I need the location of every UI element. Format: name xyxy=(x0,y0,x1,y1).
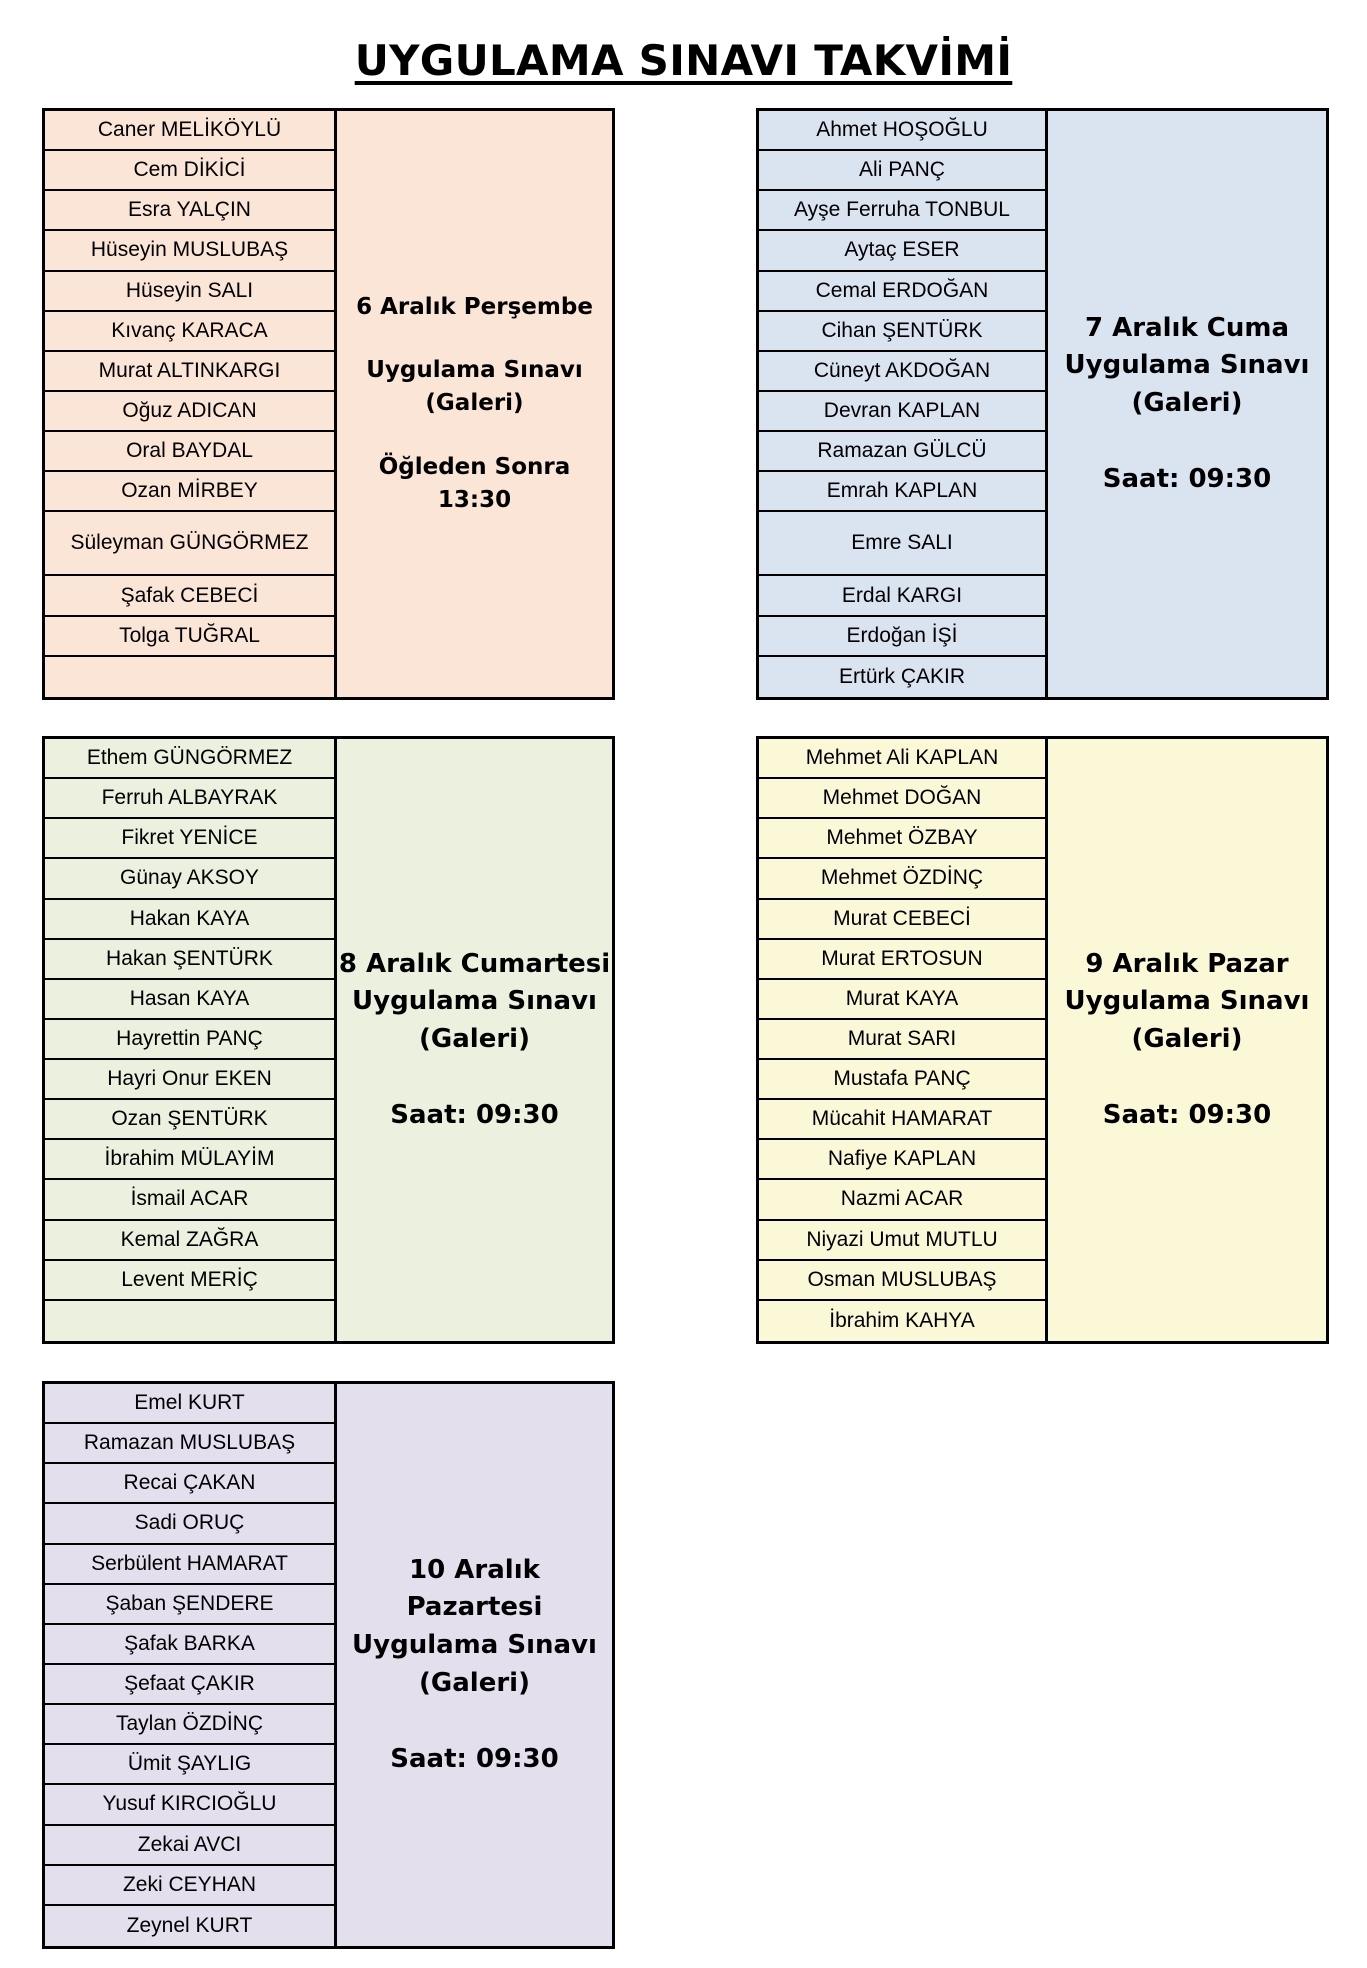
name-cell: Caner MELİKÖYLÜ xyxy=(45,111,334,151)
name-cell: Osman MUSLUBAŞ xyxy=(759,1261,1045,1301)
exam-time: Saat: 09:30 xyxy=(390,1743,559,1774)
name-list xyxy=(45,1384,337,1946)
name-cell: Serbülent HAMARAT xyxy=(45,1545,334,1585)
name-cell: Sadi ORUÇ xyxy=(45,1504,334,1544)
exam-time: Saat: 09:30 xyxy=(1102,463,1272,494)
empty-name-cell xyxy=(45,1301,334,1341)
name-cell: Mehmet Ali KAPLAN xyxy=(759,739,1045,779)
name-cell: Ahmet HOŞOĞLU xyxy=(759,111,1045,151)
name-cell: Zekai AVCI xyxy=(45,1826,334,1866)
name-cell: Emre SALI xyxy=(759,512,1045,576)
name-cell: Hakan KAYA xyxy=(45,900,334,940)
name-cell: Oğuz ADICAN xyxy=(45,392,334,432)
name-cell: Fikret YENİCE xyxy=(45,819,334,859)
name-cell: Oral BAYDAL xyxy=(45,432,334,472)
exam-location: (Galeri) xyxy=(419,1667,530,1698)
name-cell: Mehmet ÖZDİNÇ xyxy=(759,859,1045,899)
name-cell: Ramazan GÜLCÜ xyxy=(759,432,1045,472)
name-cell: Süleyman GÜNGÖRMEZ xyxy=(45,512,334,576)
name-cell: Cemal ERDOĞAN xyxy=(759,272,1045,312)
exam-info xyxy=(337,1384,612,1946)
schedule-block-dec-7 xyxy=(756,108,1329,700)
name-cell: Ozan MİRBEY xyxy=(45,472,334,512)
name-cell: Ertürk ÇAKIR xyxy=(838,664,966,688)
name-cell: Emel KURT xyxy=(45,1384,334,1424)
name-cell: Ferruh ALBAYRAK xyxy=(45,779,334,819)
name-cell: Recai ÇAKAN xyxy=(45,1464,334,1504)
name-cell: Murat ERTOSUN xyxy=(759,940,1045,980)
name-cell: Hayrettin PANÇ xyxy=(45,1020,334,1060)
name-cell: Emrah KAPLAN xyxy=(759,472,1045,512)
name-list xyxy=(45,111,337,697)
exam-time: Saat: 09:30 xyxy=(1102,1099,1272,1130)
name-cell: Nafiye KAPLAN xyxy=(759,1140,1045,1180)
name-cell: Hakan ŞENTÜRK xyxy=(45,940,334,980)
name-cell: Murat CEBECİ xyxy=(759,900,1045,940)
name-cell: Murat KAYA xyxy=(759,980,1045,1020)
name-cell: İbrahim KAHYA xyxy=(829,1308,975,1332)
name-cell: Devran KAPLAN xyxy=(759,392,1045,432)
exam-info xyxy=(1048,111,1326,697)
name-cell: Erdal KARGI xyxy=(759,576,1045,616)
name-cell: Murat ALTINKARGI xyxy=(45,352,334,392)
exam-date: 8 Aralık Cumartesi xyxy=(338,948,611,979)
name-list xyxy=(45,739,337,1341)
name-cell: Mustafa PANÇ xyxy=(759,1060,1045,1100)
exam-info xyxy=(337,111,612,697)
name-cell: Kemal ZAĞRA xyxy=(45,1221,334,1261)
exam-time: Saat: 09:30 xyxy=(390,1099,559,1130)
name-cell: Murat SARI xyxy=(759,1020,1045,1060)
name-cell: Mehmet ÖZBAY xyxy=(759,819,1045,859)
exam-time-label: Öğleden Sonra xyxy=(378,453,571,480)
name-cell: Kıvanç KARACA xyxy=(45,312,334,352)
schedule-block-dec-9 xyxy=(756,736,1329,1344)
exam-location: (Galeri) xyxy=(419,1024,530,1054)
name-cell: Cihan ŞENTÜRK xyxy=(759,312,1045,352)
name-cell: Cem DİKİCİ xyxy=(45,151,334,191)
name-list xyxy=(759,111,1048,697)
name-cell: Zeki CEYHAN xyxy=(45,1866,334,1906)
empty-name-cell xyxy=(45,657,334,697)
name-cell: Ramazan MUSLUBAŞ xyxy=(45,1424,334,1464)
name-cell: Ethem GÜNGÖRMEZ xyxy=(45,739,334,779)
name-list xyxy=(759,739,1048,1341)
name-cell: Taylan ÖZDİNÇ xyxy=(45,1705,334,1745)
name-cell: Hüseyin SALI xyxy=(45,272,334,312)
name-cell: Cüneyt AKDOĞAN xyxy=(759,352,1045,392)
name-cell: Ayşe Ferruha TONBUL xyxy=(759,191,1045,231)
exam-location: (Galeri) xyxy=(1131,1024,1243,1054)
name-cell: Tolga TUĞRAL xyxy=(45,617,334,657)
exam-location: (Galeri) xyxy=(1131,388,1243,418)
name-cell: Niyazi Umut MUTLU xyxy=(759,1221,1045,1261)
name-cell: Hüseyin MUSLUBAŞ xyxy=(45,231,334,271)
name-cell: Nazmi ACAR xyxy=(759,1180,1045,1220)
schedule-block-dec-6 xyxy=(42,108,615,700)
name-cell: Aytaç ESER xyxy=(759,231,1045,271)
exam-date: 7 Aralık Cuma xyxy=(1084,312,1290,343)
name-cell: Erdoğan İŞİ xyxy=(759,617,1045,657)
name-cell: Ümit ŞAYLIG xyxy=(45,1745,334,1785)
name-cell: Şafak CEBECİ xyxy=(45,576,334,616)
exam-type: Uygulama Sınavı xyxy=(1064,986,1310,1017)
name-cell: Şefaat ÇAKIR xyxy=(45,1665,334,1705)
name-cell: Şaban ŞENDERE xyxy=(45,1585,334,1625)
name-cell: Günay AKSOY xyxy=(45,859,334,899)
schedule-block-dec-10 xyxy=(42,1381,615,1949)
name-cell: Yusuf KIRCIOĞLU xyxy=(45,1785,334,1825)
name-cell: Ali PANÇ xyxy=(759,151,1045,191)
page-title: UYGULAMA SINAVI TAKVİMİ xyxy=(354,36,1013,85)
name-cell: Mücahit HAMARAT xyxy=(759,1100,1045,1140)
exam-time: 13:30 xyxy=(437,487,512,514)
schedule-block-dec-8 xyxy=(42,736,615,1344)
name-cell: Şafak BARKA xyxy=(45,1625,334,1665)
name-cell: Mehmet DOĞAN xyxy=(759,779,1045,819)
name-cell: Levent MERİÇ xyxy=(45,1261,334,1301)
exam-type: Uygulama Sınavı xyxy=(352,986,597,1017)
name-cell: İsmail ACAR xyxy=(45,1180,334,1220)
exam-type: Uygulama Sınavı xyxy=(1064,350,1310,381)
exam-info xyxy=(1048,739,1326,1341)
exam-date: 10 Aralık Pazartesi xyxy=(406,1554,543,1623)
name-cell: Hasan KAYA xyxy=(45,980,334,1020)
name-cell: Hayri Onur EKEN xyxy=(45,1060,334,1100)
name-cell: Zeynel KURT xyxy=(126,1913,253,1937)
name-cell: Esra YALÇIN xyxy=(45,191,334,231)
exam-date: 9 Aralık Pazar xyxy=(1085,948,1289,979)
exam-info xyxy=(337,739,612,1341)
exam-date: 6 Aralık Perşembe xyxy=(356,293,593,320)
exam-type: Uygulama Sınavı xyxy=(352,1630,597,1661)
name-cell: Ozan ŞENTÜRK xyxy=(45,1100,334,1140)
name-cell: İbrahim MÜLAYİM xyxy=(45,1140,334,1180)
exam-type: Uygulama Sınavı xyxy=(366,356,583,383)
exam-location: (Galeri) xyxy=(425,390,524,417)
